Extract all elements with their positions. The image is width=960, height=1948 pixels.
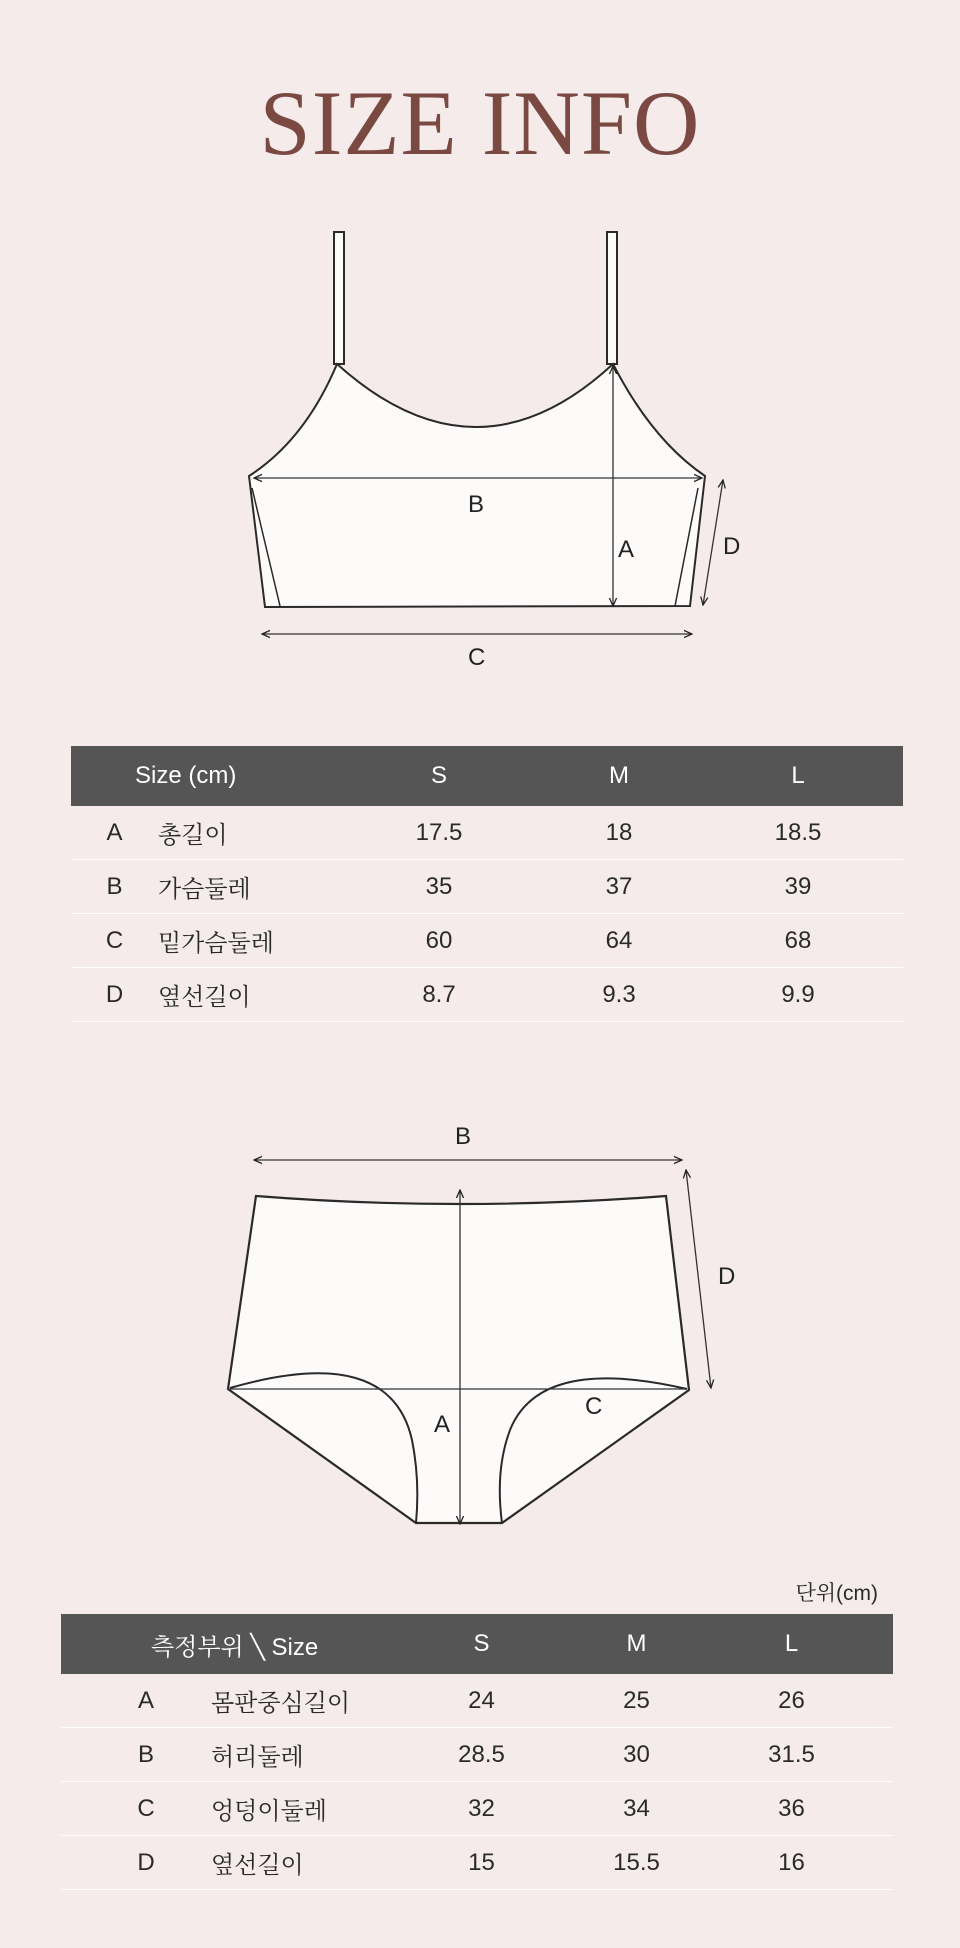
row-name: 밑가슴둘레 (158, 914, 349, 968)
row-code: B (61, 1728, 211, 1782)
value-s: 60 (349, 914, 529, 968)
row-code: A (71, 806, 158, 860)
left-strap (334, 232, 344, 364)
size-l-header: L (709, 746, 903, 806)
right-strap (607, 232, 617, 364)
value-l: 26 (714, 1674, 893, 1728)
unit-label: 단위(cm) (795, 1582, 878, 1605)
table-row (61, 1728, 893, 1782)
bra-label-a: A (618, 536, 635, 563)
brief-table-header (61, 1614, 893, 1674)
bra-label-b: B (468, 491, 485, 518)
value-l: 68 (709, 914, 903, 968)
value-m: 25 (559, 1674, 714, 1728)
row-code: C (61, 1782, 211, 1836)
brief-label-b: B (455, 1123, 472, 1150)
value-l: 18.5 (709, 806, 903, 860)
brief-label-c: C (585, 1393, 603, 1420)
row-code: D (71, 968, 158, 1022)
table-row (61, 1782, 893, 1836)
row-name: 가슴둘레 (158, 860, 349, 914)
table-row (71, 860, 903, 914)
brief-size-table (61, 1614, 893, 1890)
value-l: 39 (709, 860, 903, 914)
value-m: 9.3 (529, 968, 709, 1022)
value-m: 64 (529, 914, 709, 968)
page-title: SIZE INFO (259, 72, 701, 174)
value-m: 15.5 (559, 1836, 714, 1890)
value-s: 32 (404, 1782, 559, 1836)
table-row (71, 968, 903, 1022)
table-row (71, 914, 903, 968)
bra-label-c: C (468, 644, 486, 671)
table-row (61, 1836, 893, 1890)
row-name: 엉덩이둘레 (211, 1782, 404, 1836)
brief-label-a: A (434, 1411, 451, 1438)
brief-label-d: D (718, 1263, 736, 1290)
bra-table-header (71, 746, 903, 806)
table-row (71, 806, 903, 860)
table-row (61, 1674, 893, 1728)
value-s: 35 (349, 860, 529, 914)
bra-label-d: D (723, 533, 741, 560)
row-code: C (71, 914, 158, 968)
row-name: 허리둘레 (211, 1728, 404, 1782)
size-s-header: S (404, 1614, 559, 1674)
value-m: 34 (559, 1782, 714, 1836)
size-m-header: M (559, 1614, 714, 1674)
value-l: 31.5 (714, 1728, 893, 1782)
value-l: 9.9 (709, 968, 903, 1022)
row-name: 옆선길이 (211, 1836, 404, 1890)
value-m: 30 (559, 1728, 714, 1782)
value-s: 15 (404, 1836, 559, 1890)
size-l-header: L (714, 1614, 893, 1674)
value-s: 17.5 (349, 806, 529, 860)
size-s-header: S (349, 746, 529, 806)
row-name: 몸판중심길이 (211, 1674, 404, 1728)
bra-body (249, 364, 705, 607)
brief-d-measure-line (686, 1170, 711, 1388)
row-code: B (71, 860, 158, 914)
bra-d-measure-line (703, 480, 723, 605)
bra-size-table (71, 746, 903, 1022)
value-l: 16 (714, 1836, 893, 1890)
value-s: 24 (404, 1674, 559, 1728)
row-name: 총길이 (158, 806, 349, 860)
size-m-header: M (529, 746, 709, 806)
size-header: 측정부위 ╲ Size (61, 1614, 404, 1674)
row-code: A (61, 1674, 211, 1728)
value-m: 18 (529, 806, 709, 860)
value-s: 28.5 (404, 1728, 559, 1782)
size-header: Size (cm) (71, 746, 349, 806)
brief-diagram (0, 1110, 960, 1540)
row-name: 옆선길이 (158, 968, 349, 1022)
value-m: 37 (529, 860, 709, 914)
value-l: 36 (714, 1782, 893, 1836)
value-s: 8.7 (349, 968, 529, 1022)
bra-diagram (0, 200, 960, 670)
brief-body (228, 1196, 689, 1523)
row-code: D (61, 1836, 211, 1890)
